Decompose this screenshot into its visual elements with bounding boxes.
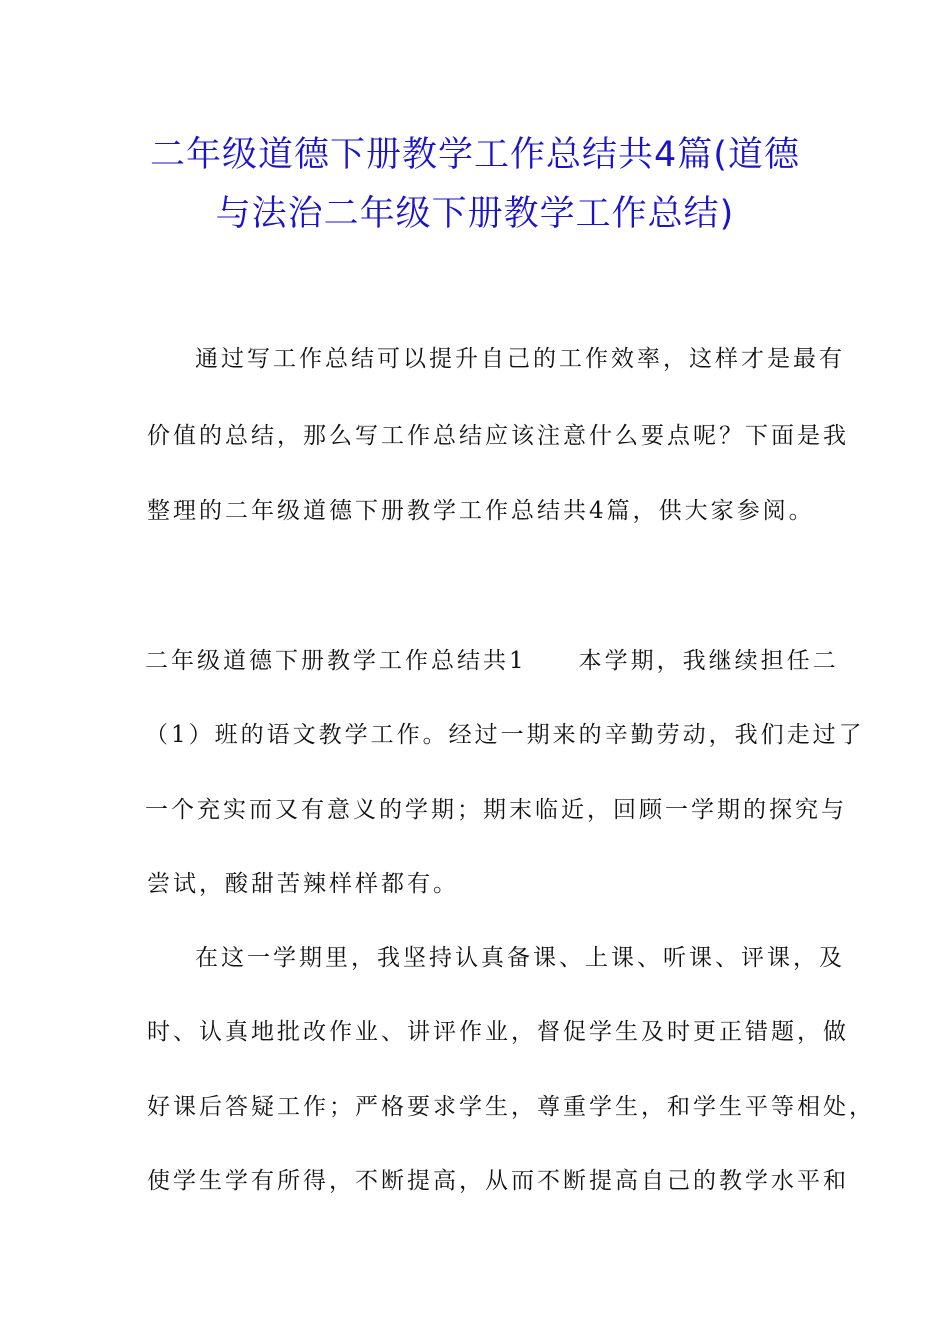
section1-line-2: （1）班的语文教学工作。经过一期来的辛勤劳动，我们走过了 bbox=[145, 722, 865, 748]
section2-line-4: 使学生学有所得，不断提高，从而不断提高自己的教学水平和 bbox=[147, 1168, 849, 1194]
section2-line-1: 在这一学期里，我坚持认真备课、上课、听课、评课，及 bbox=[195, 945, 845, 971]
section1-line-4: 尝试，酸甜苦辣样样都有。 bbox=[147, 871, 459, 897]
section1-line-3: 一个充实而又有意义的学期；期末临近，回顾一学期的探究与 bbox=[145, 797, 847, 823]
section1-line-1: 二年级道德下册教学工作总结共1 本学期，我继续担任二 bbox=[145, 648, 839, 674]
document-title-line-2: 与法治二年级下册教学工作总结) bbox=[215, 194, 735, 234]
section2-line-3: 好课后答疑工作；严格要求学生，尊重学生，和学生平等相处， bbox=[147, 1094, 875, 1120]
intro-line-3: 整理的二年级道德下册教学工作总结共4篇，供大家参阅。 bbox=[147, 498, 815, 524]
intro-line-1: 通过写工作总结可以提升自己的工作效率，这样才是最有 bbox=[195, 346, 845, 372]
intro-line-2: 价值的总结，那么写工作总结应该注意什么要点呢？下面是我 bbox=[147, 423, 849, 449]
document-title-line-1: 二年级道德下册教学工作总结共4篇(道德 bbox=[150, 135, 800, 175]
section2-line-2: 时、认真地批改作业、讲评作业，督促学生及时更正错题，做 bbox=[147, 1019, 849, 1045]
